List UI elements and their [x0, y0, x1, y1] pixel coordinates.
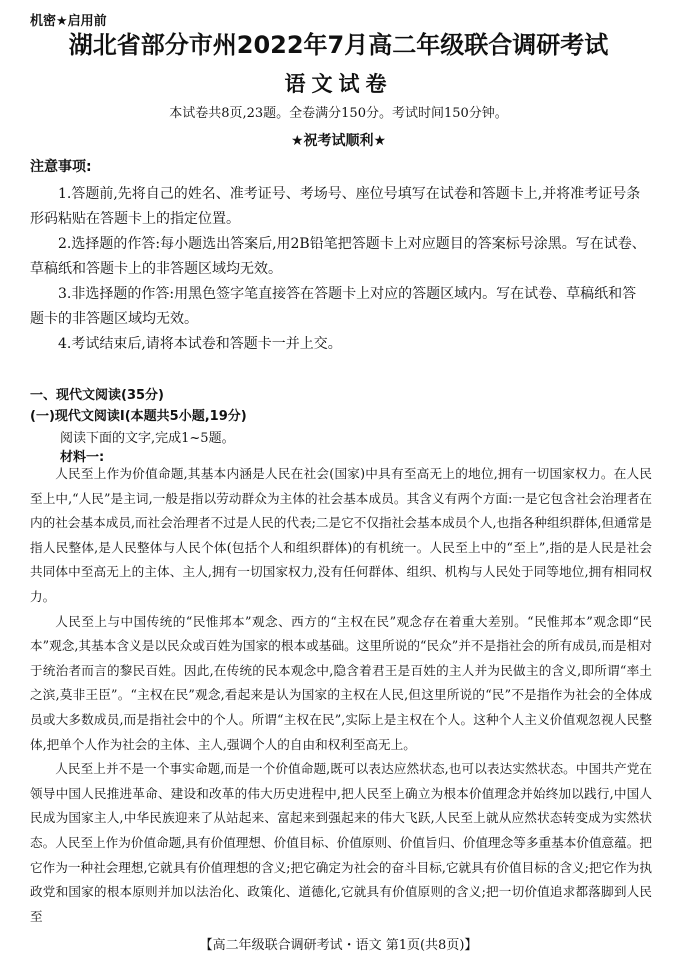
confidential-label: 机密★启用前	[30, 14, 107, 29]
subsection-heading: (一)现代文阅读Ⅰ(本题共5小题,19分)	[30, 409, 247, 424]
passage-paragraph: 人民至上并不是一个事实命题,而是一个价值命题,既可以表达应然状态,也可以表达实然状态。中国共产党在领导中国人民推进革命、建设和改革的伟大历史进程中,把人民至上确立为根本价值理念并始终加以践行,中国人民成为国家主人,中华民族迎来了从站起来、富起来到强起来的伟大飞跃,人民至上就从应然状态转变成为实然状态。人民至上作为价值命题,具有价值理想、价值目标、价值原则、价值旨归、价值理念等多重基本价值意蕴。把它作为一种社会理想,它就具有价值理想的含义;把它确定为社会的奋斗目标,它就具有价值目标的含义;把它作为执政党和国家的根本原则并加以法治化、政策化、道德化,它就具有价值原则的含义;把一切价值追求都落脚到人民至	[30, 761, 652, 924]
passage-paragraph: 人民至上与中国传统的“民惟邦本”观念、西方的“主权在民”观念存在着重大差别。“民惟邦本”观念即“民本”观念,其基本含义是以民众或百姓为国家的根本或基础。这里所说的“民众”并不是指社会的所有成员,而是相对于统治者而言的黎民百姓。因此,在传统的民本观念中,隐含着君王是百姓的主人并为民做主的含义,即所谓“率土之滨,莫非王臣”。“主权在民”观念,看起来是认为国家的主权在人民,但这里所说的“民”不是指作为社会的全体成员或大多数成员,而是指社会中的个人。所谓“主权在民”,实际上是主权在个人。这种个人主义价值观忽视人民整体,把单个人作为社会的主体、主人,强调个人的自由和权利至高无上。	[30, 613, 652, 752]
notice-heading: 注意事项:	[30, 159, 92, 175]
good-luck-line: ★祝考试顺利★	[290, 133, 387, 149]
exam-info: 本试卷共8页,23题。全卷满分150分。考试时间150分钟。	[169, 106, 508, 121]
passage-paragraph: 人民至上作为价值命题,其基本内涵是人民在社会(国家)中具有至高无上的地位,拥有一切国家权力。在人民至上中,“人民”是主词,一般是指以劳动群众为主体的社会基本成员。其含义有两个方面:一是它包含社会治理者在内的社会基本成员,而社会治理者不过是人民的代表;二是它不仅指社会基本成员个人,也指各种组织群体,但通常是指人民整体,是人民整体与人民个体(包括个人和组织群体)的有机统一。人民至上中的“至上”,指的是人民是社会共同体中至高无上的主体、主人,拥有一切国家权力,没有任何群体、组织、机构与人民处于同等地位,拥有相同权力。	[30, 466, 652, 604]
notice-list	[30, 182, 650, 357]
reading-passage	[30, 462, 652, 929]
material-label: 材料一:	[60, 450, 105, 465]
section-heading: 一、现代文阅读(35分)	[30, 388, 164, 403]
reading-instruction: 阅读下面的文字,完成1~5题。	[60, 431, 235, 446]
notice-item: 2.选择题的作答:每小题选出答案后,用2B铅笔把答题卡上对应题目的答案标号涂黑。写在试卷、草稿纸和答题卡上的非答题区域均无效。	[30, 236, 646, 277]
notice-item: 3.非选择题的作答:用黑色签字笔直接答在答题卡上对应的答题区域内。写在试卷、草稿纸和答题卡的非答题区域均无效。	[30, 286, 637, 327]
exam-title: 湖北省部分市州2022年7月高二年级联合调研考试	[68, 31, 609, 59]
page-footer: 【高二年级联合调研考试・语文 第1页(共8页)】	[199, 938, 478, 953]
notice-item: 4.考试结束后,请将本试卷和答题卡一并上交。	[58, 336, 342, 352]
notice-item: 1.答题前,先将自己的姓名、准考证号、考场号、座位号填写在试卷和答题卡上,并将准考证号条形码粘贴在答题卡上的指定位置。	[30, 186, 641, 227]
exam-subtitle: 语文试卷	[284, 72, 393, 96]
